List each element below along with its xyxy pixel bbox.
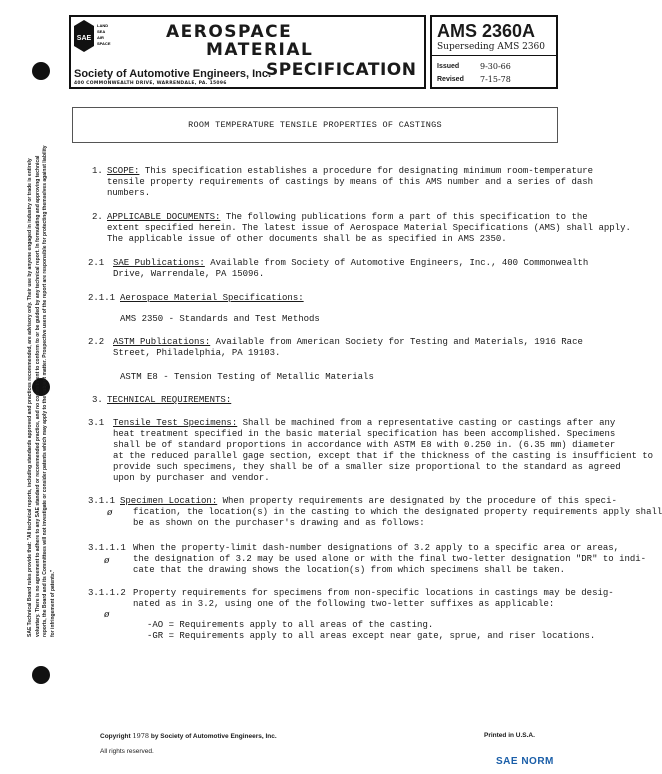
section-3-1-1-1-number: 3.1.1.1 <box>88 543 126 553</box>
section-3-1-number: 3.1 <box>88 418 105 428</box>
revised-date: 7-15-78 <box>480 75 511 84</box>
section-2-2-heading: ASTM Publications: <box>113 337 211 347</box>
logo-word-sea: SEA <box>97 29 106 34</box>
logo-word-air: AIR <box>97 35 104 40</box>
section-3-1-line-1: Tensile Test Specimens: Shall be machined from a representative casting or castings after any <box>113 418 616 428</box>
section-1-line-3: numbers. <box>107 188 151 198</box>
suffix-ao: -AO = Requirements apply to all areas of the casting. <box>147 620 434 630</box>
copyright-year: 1978 <box>132 732 150 740</box>
ams-number: AMS 2360A <box>437 21 536 41</box>
section-2-1-1-heading: Aerospace Material Specifications: <box>120 293 304 303</box>
logo-text: SAE <box>76 35 92 42</box>
suffix-gr: -GR = Requirements apply to all areas except near gate, sprue, and riser locations. <box>147 631 596 641</box>
society-name: Society of Automotive Engineers, Inc. <box>74 68 272 80</box>
supersedes-note: Superseding AMS 2360 <box>437 42 545 52</box>
section-2-1-line-1: SAE Publications: Available from Society of Automotive Engineers, Inc., 400 Commonwealth <box>113 258 589 268</box>
section-3-1-heading: Tensile Test Specimens: <box>113 418 238 428</box>
change-mark-3-1-1-2: ø <box>104 610 110 620</box>
section-1-line-2: tensile property requirements of castings by means of this AMS number and a series of dash <box>107 177 594 187</box>
section-1-line-1: SCOPE: This specification establishes a procedure for designating minimum room-temperature <box>107 166 594 176</box>
section-2-2-line-1: ASTM Publications: Available from American Society for Testing and Materials, 1916 Race <box>113 337 583 347</box>
header-aerospace: AEROSPACE <box>166 22 293 42</box>
section-3-1-1-number: 3.1.1 <box>88 496 116 506</box>
sae-norm-watermark: SAE NORM <box>496 756 554 767</box>
logo-word-space: SPACE <box>97 41 111 46</box>
printed-in: Printed in U.S.A. <box>484 732 535 739</box>
section-2-line-2: extent specified herein. The latest issue of Aerospace Material Specifications (AMS) shall apply. <box>107 223 631 233</box>
header-material: MATERIAL <box>206 40 314 60</box>
section-3-1-1-1-line-2: the designation of 3.2 may be used alone or with the final two-letter designation "DR" to indi- <box>133 554 647 564</box>
section-2-2-number: 2.2 <box>88 337 105 347</box>
punch-hole-bottom <box>32 666 50 684</box>
section-2-1-1-number: 2.1.1 <box>88 293 116 303</box>
section-3-1-1-1-line-3: cate that the drawing shows the location(s) from which specimens shall be taken. <box>133 565 566 575</box>
section-3-1-1-line-3: be as shown on the purchaser's drawing and as follows: <box>133 518 425 528</box>
section-2-1-number: 2.1 <box>88 258 105 268</box>
section-2-2-item: ASTM E8 - Tension Testing of Metallic Materials <box>120 372 374 382</box>
technical-board-disclaimer: SAE Technical Board rules provide that: "All technical reports, including standards approved and practices recommended, are advisory only. Their use by anyone engaged in industry or trade is entirely voluntary. There is no agreement to adhere to any SAE standard or recommended practice, and no commitment to conform to or be guided by any technical report. In formulating and approving technical reports, the Board and its Committees will not investigate or consider patents which may apply to the subject matter. Prospective users of the report are responsible for protecting themselves against liability for infringement of patents." <box>27 145 56 637</box>
section-3-1-line-3: shall be of standard proportions in accordance with ASTM E8 with 0.250 in. (6.35 mm) diameter <box>113 440 616 450</box>
section-3-1-1-line-2: fication, the location(s) in the casting to which the designated property requirements apply shall <box>133 507 662 517</box>
section-2-1-heading: SAE Publications: <box>113 258 205 268</box>
section-2-1-1-item: AMS 2350 - Standards and Test Methods <box>120 314 320 324</box>
logo-word-land: LAND <box>97 23 109 28</box>
revised-label: Revised <box>437 76 464 83</box>
section-3-1-1-heading: Specimen Location: <box>120 496 218 506</box>
section-3-1-1-2-number: 3.1.1.2 <box>88 588 126 598</box>
section-2-line-3: The applicable issue of other documents shall be as specified in AMS 2350. <box>107 234 507 244</box>
section-3-1-1-2-line-2: nated as in 3.2, using one of the following two-letter suffixes as applicable: <box>133 599 555 609</box>
copyright-line <box>100 732 277 740</box>
section-3-1-1-1-line-1: When the property-limit dash-number designations of 3.2 apply to a specific area or areas, <box>133 543 620 553</box>
document-title: ROOM TEMPERATURE TENSILE PROPERTIES OF CASTINGS <box>188 120 442 130</box>
section-2-2-line-2: Street, Philadelphia, PA 19103. <box>113 348 281 358</box>
section-3-heading: TECHNICAL REQUIREMENTS: <box>107 395 232 405</box>
section-3-1-line-4: at the reduced parallel gage section, except that if the thickness of the casting is insufficient to <box>113 451 654 461</box>
section-2-1-line-2: Drive, Warrendale, PA 15096. <box>113 269 265 279</box>
sae-logo <box>72 18 115 66</box>
section-1-heading: SCOPE: <box>107 166 140 176</box>
section-3-1-line-6: upon by purchaser and vendor. <box>113 473 270 483</box>
section-2-number: 2. <box>92 212 103 222</box>
section-3-1-line-2: heat treatment specified in the basic material specification has been accomplished. Specimens <box>113 429 616 439</box>
section-3-1-1-line-1: Specimen Location: When property requirements are designated by the procedure of this speci- <box>120 496 617 506</box>
issued-date: 9-30-66 <box>480 62 511 71</box>
rights-reserved: All rights reserved. <box>100 748 154 755</box>
change-mark-3-1-1-1: ø <box>104 556 110 566</box>
section-3-1-line-5: provide such specimens, they shall be of a smaller size proportional to the standard as agreed <box>113 462 621 472</box>
section-2-heading: APPLICABLE DOCUMENTS: <box>107 212 221 222</box>
copyright-prefix: Copyright <box>100 733 131 740</box>
section-2-line-1: APPLICABLE DOCUMENTS: The following publications form a part of this specification to the <box>107 212 588 222</box>
punch-hole-top <box>32 62 50 80</box>
section-1-number: 1. <box>92 166 103 176</box>
issued-label: Issued <box>437 63 460 70</box>
section-3-1-1-2-line-1: Property requirements for specimens from non-specific locations in castings may be desig- <box>133 588 614 598</box>
change-mark-3-1-1: ø <box>107 508 113 518</box>
doc-box-divider <box>432 55 556 56</box>
society-address: 400 COMMONWEALTH DRIVE, WARRENDALE, PA. 15096 <box>74 81 227 86</box>
header-specification: SPECIFICATION <box>266 60 417 80</box>
section-3-number: 3. <box>92 395 103 405</box>
copyright-suffix: by Society of Automotive Engineers, Inc. <box>150 733 277 740</box>
